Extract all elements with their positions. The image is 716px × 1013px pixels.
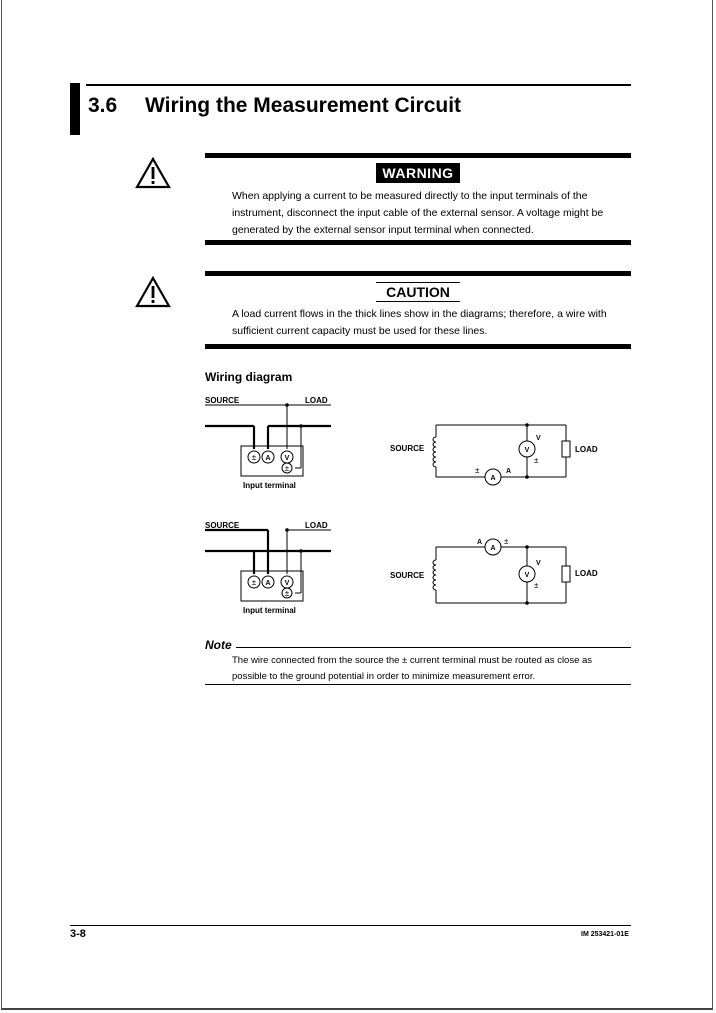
d1-terminal-a: A [265,455,271,462]
d2-terminal-a: A [265,580,271,587]
s2-a-label: A [477,539,483,546]
caution-text: A load current flows in the thick lines show in the diagrams; therefore, a wire with sufficient current capacity must be used for these lines. [232,308,607,337]
note-label: Note [205,638,232,652]
s2-a-pm: ± [504,537,509,546]
s2-v-label: V [536,560,541,567]
wiring-diagram-heading: Wiring diagram [205,370,293,384]
d2-source-label: SOURCE [205,521,240,530]
d1-terminal-pm2: ± [284,464,290,473]
document-id: IM 253421-01E [581,931,629,938]
s1-source-label: SOURCE [390,444,425,453]
s2-source-label: SOURCE [390,571,425,580]
note-text: The wire connected from the source the ± current terminal must be routed as close as possible to the ground potential in order to minimize measurement error. [232,655,593,682]
s2-a-meter: A [490,545,496,552]
d2-terminal-pm2: ± [284,589,290,598]
s1-v-pm: ± [534,456,539,465]
d1-load-label: LOAD [305,396,328,405]
d1-source-label: SOURCE [205,396,240,405]
warning-text: When applying a current to be measured directly to the input terminals of the instrument, disconnect the input cable of the external sensor. A voltage might be generated by the external sensor input terminal when connected. [232,190,604,236]
d2-terminal-pm: ± [251,578,257,587]
note-bottom-rule [205,684,631,685]
s1-a-pm: ± [475,466,480,475]
d1-input-terminal-label: Input terminal [243,481,296,490]
warning-label: WARNING [376,163,460,183]
section-number: 3.6 [88,94,118,117]
d2-input-terminal-label: Input terminal [243,606,296,615]
page-number: 3-8 [70,928,86,940]
note-top-rule [236,647,631,648]
s1-load-label: LOAD [575,445,598,454]
d1-terminal-v: V [284,455,290,462]
s2-load-label: LOAD [575,569,598,578]
s2-v-meter: V [524,572,530,579]
d1-terminal-pm: ± [251,453,257,462]
s1-v-meter: V [524,447,530,454]
caution-label: CAUTION [376,282,460,302]
s2-v-pm: ± [534,581,539,590]
d2-terminal-v: V [284,580,290,587]
footer-rule [70,925,631,926]
s1-v-label: V [536,435,541,442]
s1-a-meter: A [490,475,496,482]
section-title: Wiring the Measurement Circuit [145,94,462,117]
d2-load-label: LOAD [305,521,328,530]
s1-a-label: A [506,468,512,475]
